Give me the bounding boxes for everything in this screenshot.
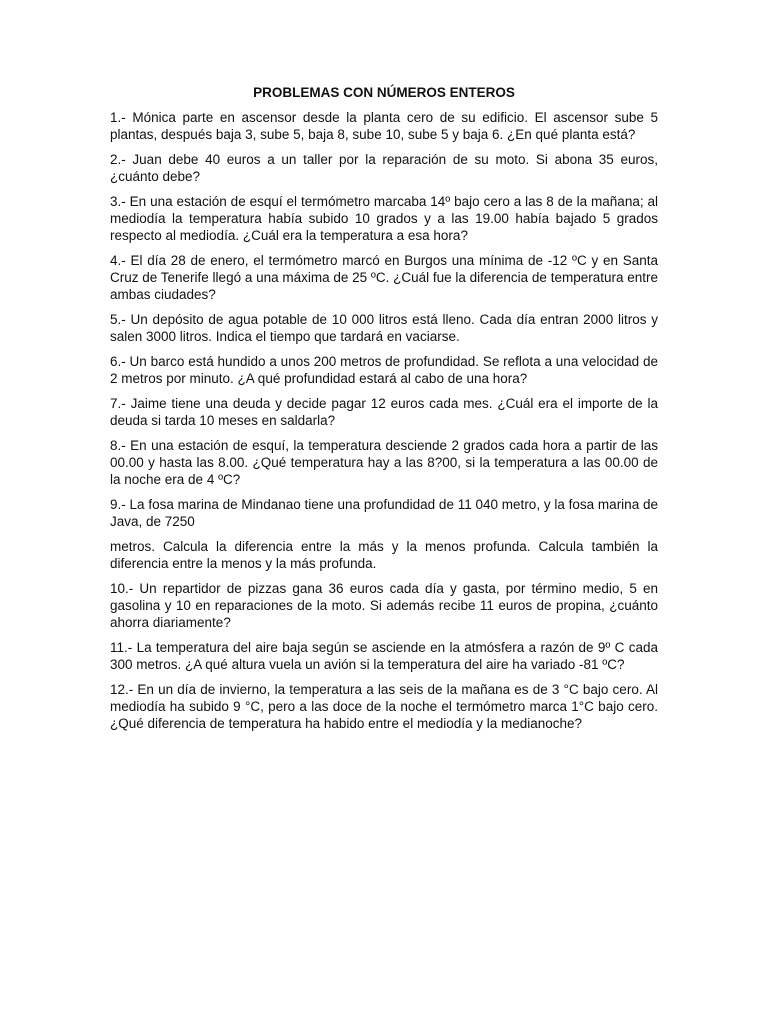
problem-10: 10.- Un repartidor de pizzas gana 36 euros cada día y gasta, por término medio, 5 en gasolina y 10 en reparaciones de la moto. Si además recibe 11 euros de propina, ¿cuánto ahorra diariamente?	[110, 581, 658, 630]
problem-9: 9.- La fosa marina de Mindanao tiene una profundidad de 11 040 metro, y la fosa marina de Java, de 7250	[110, 497, 658, 529]
document-title: PROBLEMAS CON NÚMEROS ENTEROS	[253, 85, 515, 100]
problem-12: 12.- En un día de invierno, la temperatura a las seis de la mañana es de 3 °C bajo cero. Al mediodía ha subido 9 °C, pero a las doce de la noche el termómetro marca 1°C bajo cero. ¿Qué diferencia de temperatura ha habido entre el mediodía y la medianoche?	[110, 682, 658, 731]
problem-11: 11.- La temperatura del aire baja según se asciende en la atmósfera a razón de 9º C cada 300 metros. ¿A qué altura vuela un avión si la temperatura del aire ha variado -81 ºC?	[110, 640, 658, 672]
problem-3: 3.- En una estación de esquí el termómetro marcaba 14º bajo cero a las 8 de la mañana; al mediodía la temperatura había subido 10 grados y a las 19.00 había bajado 5 grados respecto al mediodía. ¿Cuál era la temperatura a esa hora?	[110, 194, 658, 243]
problem-9-continued: metros. Calcula la diferencia entre la más y la menos profunda. Calcula también la diferencia entre la menos y la más profunda.	[110, 539, 658, 571]
problem-7: 7.- Jaime tiene una deuda y decide pagar 12 euros cada mes. ¿Cuál era el importe de la deuda si tarda 10 meses en saldarla?	[110, 396, 658, 428]
problem-6: 6.- Un barco está hundido a unos 200 metros de profundidad. Se reflota a una velocidad de 2 metros por minuto. ¿A qué profundidad estará al cabo de una hora?	[110, 354, 658, 386]
problem-8: 8.- En una estación de esquí, la temperatura desciende 2 grados cada hora a partir de las 00.00 y hasta las 8.00. ¿Qué temperatura hay a las 8?00, si la temperatura a las 00.00 de la noche era de 4 ºC?	[110, 438, 658, 487]
problem-1: 1.- Mónica parte en ascensor desde la planta cero de su edificio. El ascensor sube 5 plantas, después baja 3, sube 5, baja 8, sube 10, sube 5 y baja 6. ¿En qué planta está?	[110, 110, 658, 142]
document-page	[110, 84, 658, 740]
problem-2: 2.- Juan debe 40 euros a un taller por la reparación de su moto. Si abona 35 euros, ¿cuánto debe?	[110, 152, 658, 184]
problem-5: 5.- Un depósito de agua potable de 10 000 litros está lleno. Cada día entran 2000 litros y salen 3000 litros. Indica el tiempo que tardará en vaciarse.	[110, 312, 658, 344]
problem-4: 4.- El día 28 de enero, el termómetro marcó en Burgos una mínima de -12 ºC y en Santa Cruz de Tenerife llegó a una máxima de 25 ºC. ¿Cuál fue la diferencia de temperatura entre ambas ciudades?	[110, 253, 658, 302]
